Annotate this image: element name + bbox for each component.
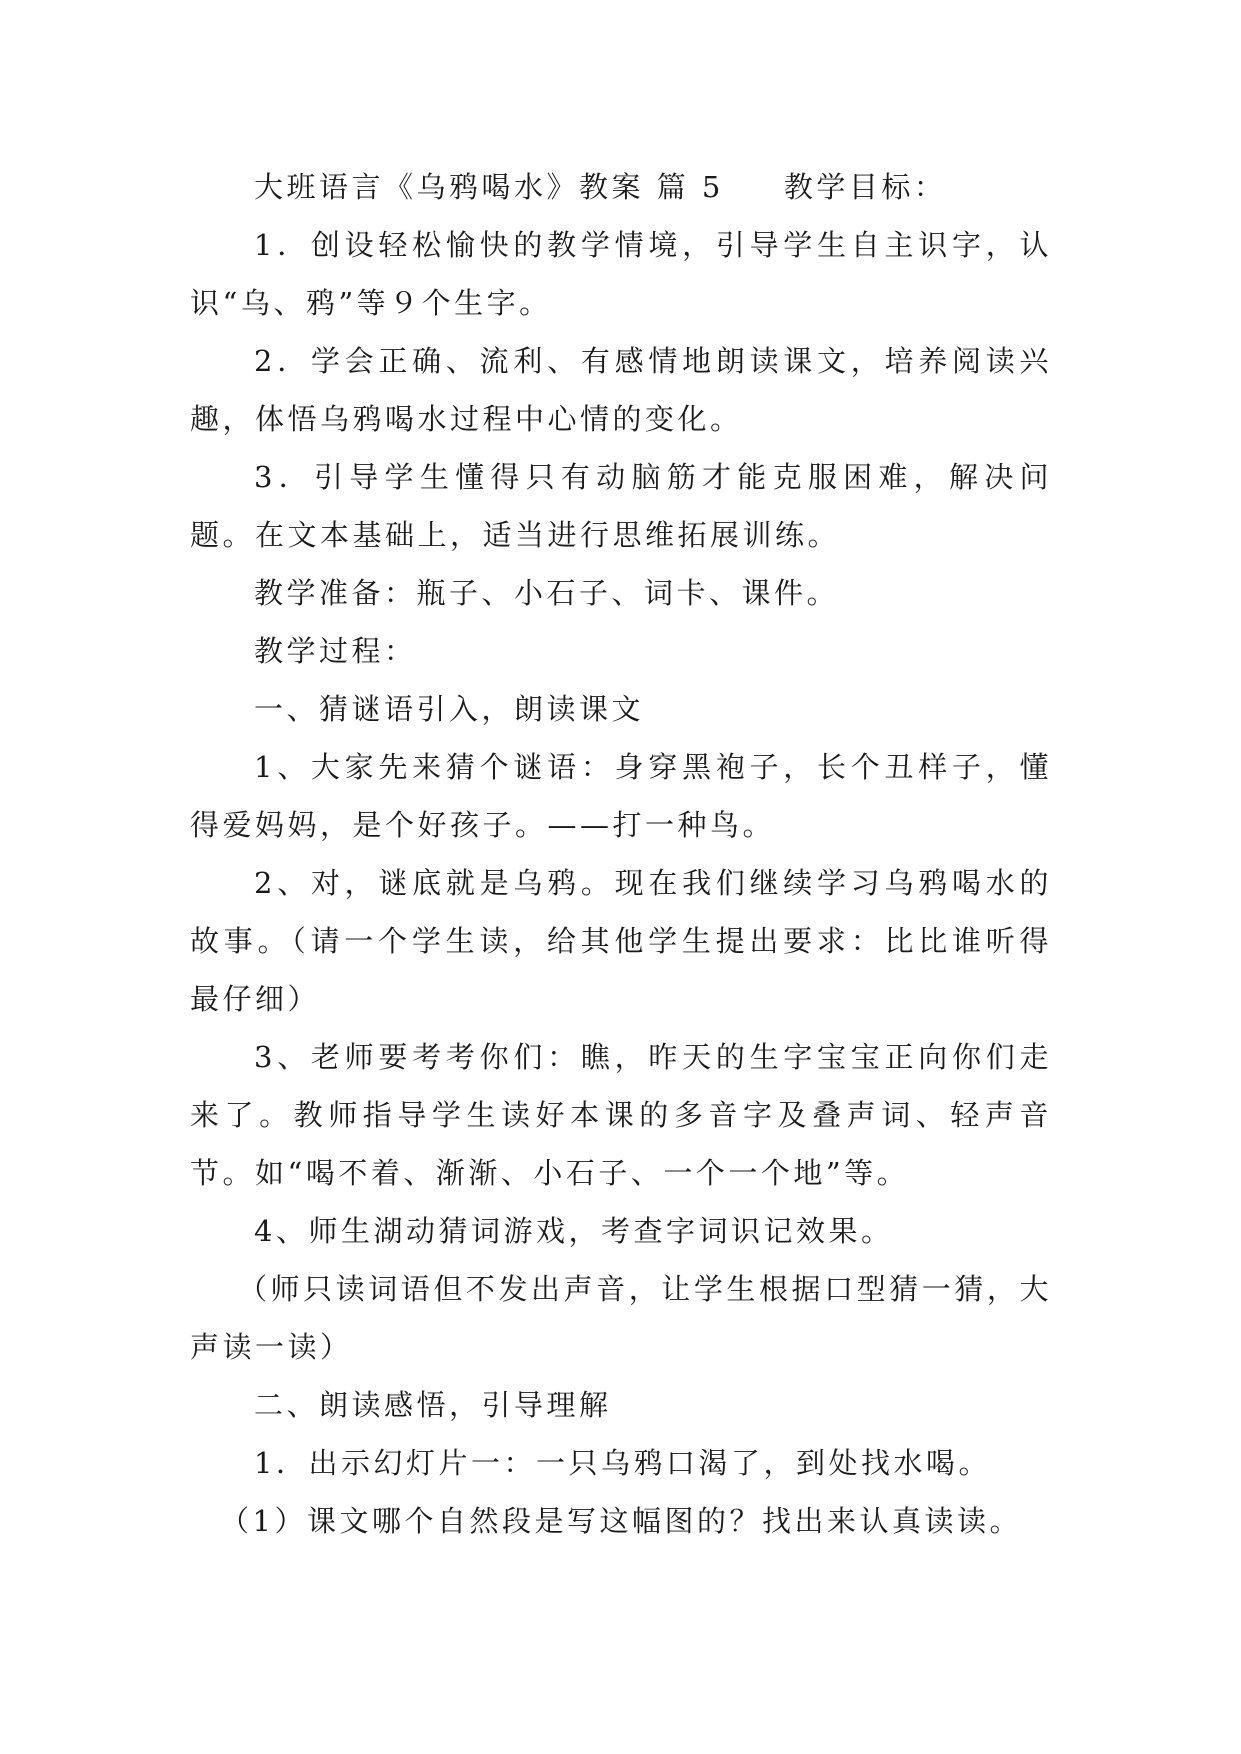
document-title: 大班语言《乌鸦喝水》教案 篇 5 [254, 170, 724, 204]
paragraph-process: 教学过程： [254, 634, 417, 668]
document-body [190, 158, 1052, 1550]
paragraph-step-2: 2、对，谜底就是乌鸦。现在我们继续学习乌鸦喝水的故事。（请一个学生读，给其他学生提出要求：比比谁听得最仔细） [190, 866, 1052, 1016]
paragraph-step-4: 4、师生湖动猜词游戏，考查字词识记效果。 [254, 1214, 894, 1248]
paragraph-preparation: 教学准备：瓶子、小石子、词卡、课件。 [254, 576, 840, 610]
paragraph-part-2: 二、朗读感悟，引导理解 [254, 1388, 612, 1422]
paragraph-goal-1: 1．创设轻松愉快的教学情境，引导学生自主识字，认识“乌、鸦”等９个生字。 [190, 228, 1052, 320]
paragraph-slide-1: 1．出示幻灯片一：一只乌鸦口渴了，到处找水喝。 [254, 1446, 991, 1480]
paragraph-step-4-note: （师只读词语但不发出声音，让学生根据口型猜一猜，大声读一读） [190, 1272, 1052, 1364]
paragraph-part-1: 一、猜谜语引入，朗读课文 [254, 692, 645, 726]
paragraph-step-3: 3、老师要考考你们：瞧，昨天的生字宝宝正向你们走来了。教师指导学生读好本课的多音字及叠声词、轻声音节。如“喝不着、渐渐、小石子、一个一个地”等。 [190, 1040, 1052, 1190]
paragraph-question-1: （1）课文哪个自然段是写这幅图的？找出来认真读读。 [220, 1504, 1022, 1538]
document-heading [190, 158, 1052, 216]
section-title: 教学目标： [783, 170, 947, 204]
paragraph-step-1: 1、大家先来猜个谜语：身穿黑袍子，长个丑样子，懂得爱妈妈，是个好孩子。——打一种鸟。 [190, 750, 1052, 842]
paragraph-goal-3: 3．引导学生懂得只有动脑筋才能克服困难，解决问题。在文本基础上，适当进行思维拓展训练。 [190, 460, 1052, 552]
paragraph-goal-2: 2．学会正确、流利、有感情地朗读课文，培养阅读兴趣，体悟乌鸦喝水过程中心情的变化。 [190, 344, 1052, 436]
